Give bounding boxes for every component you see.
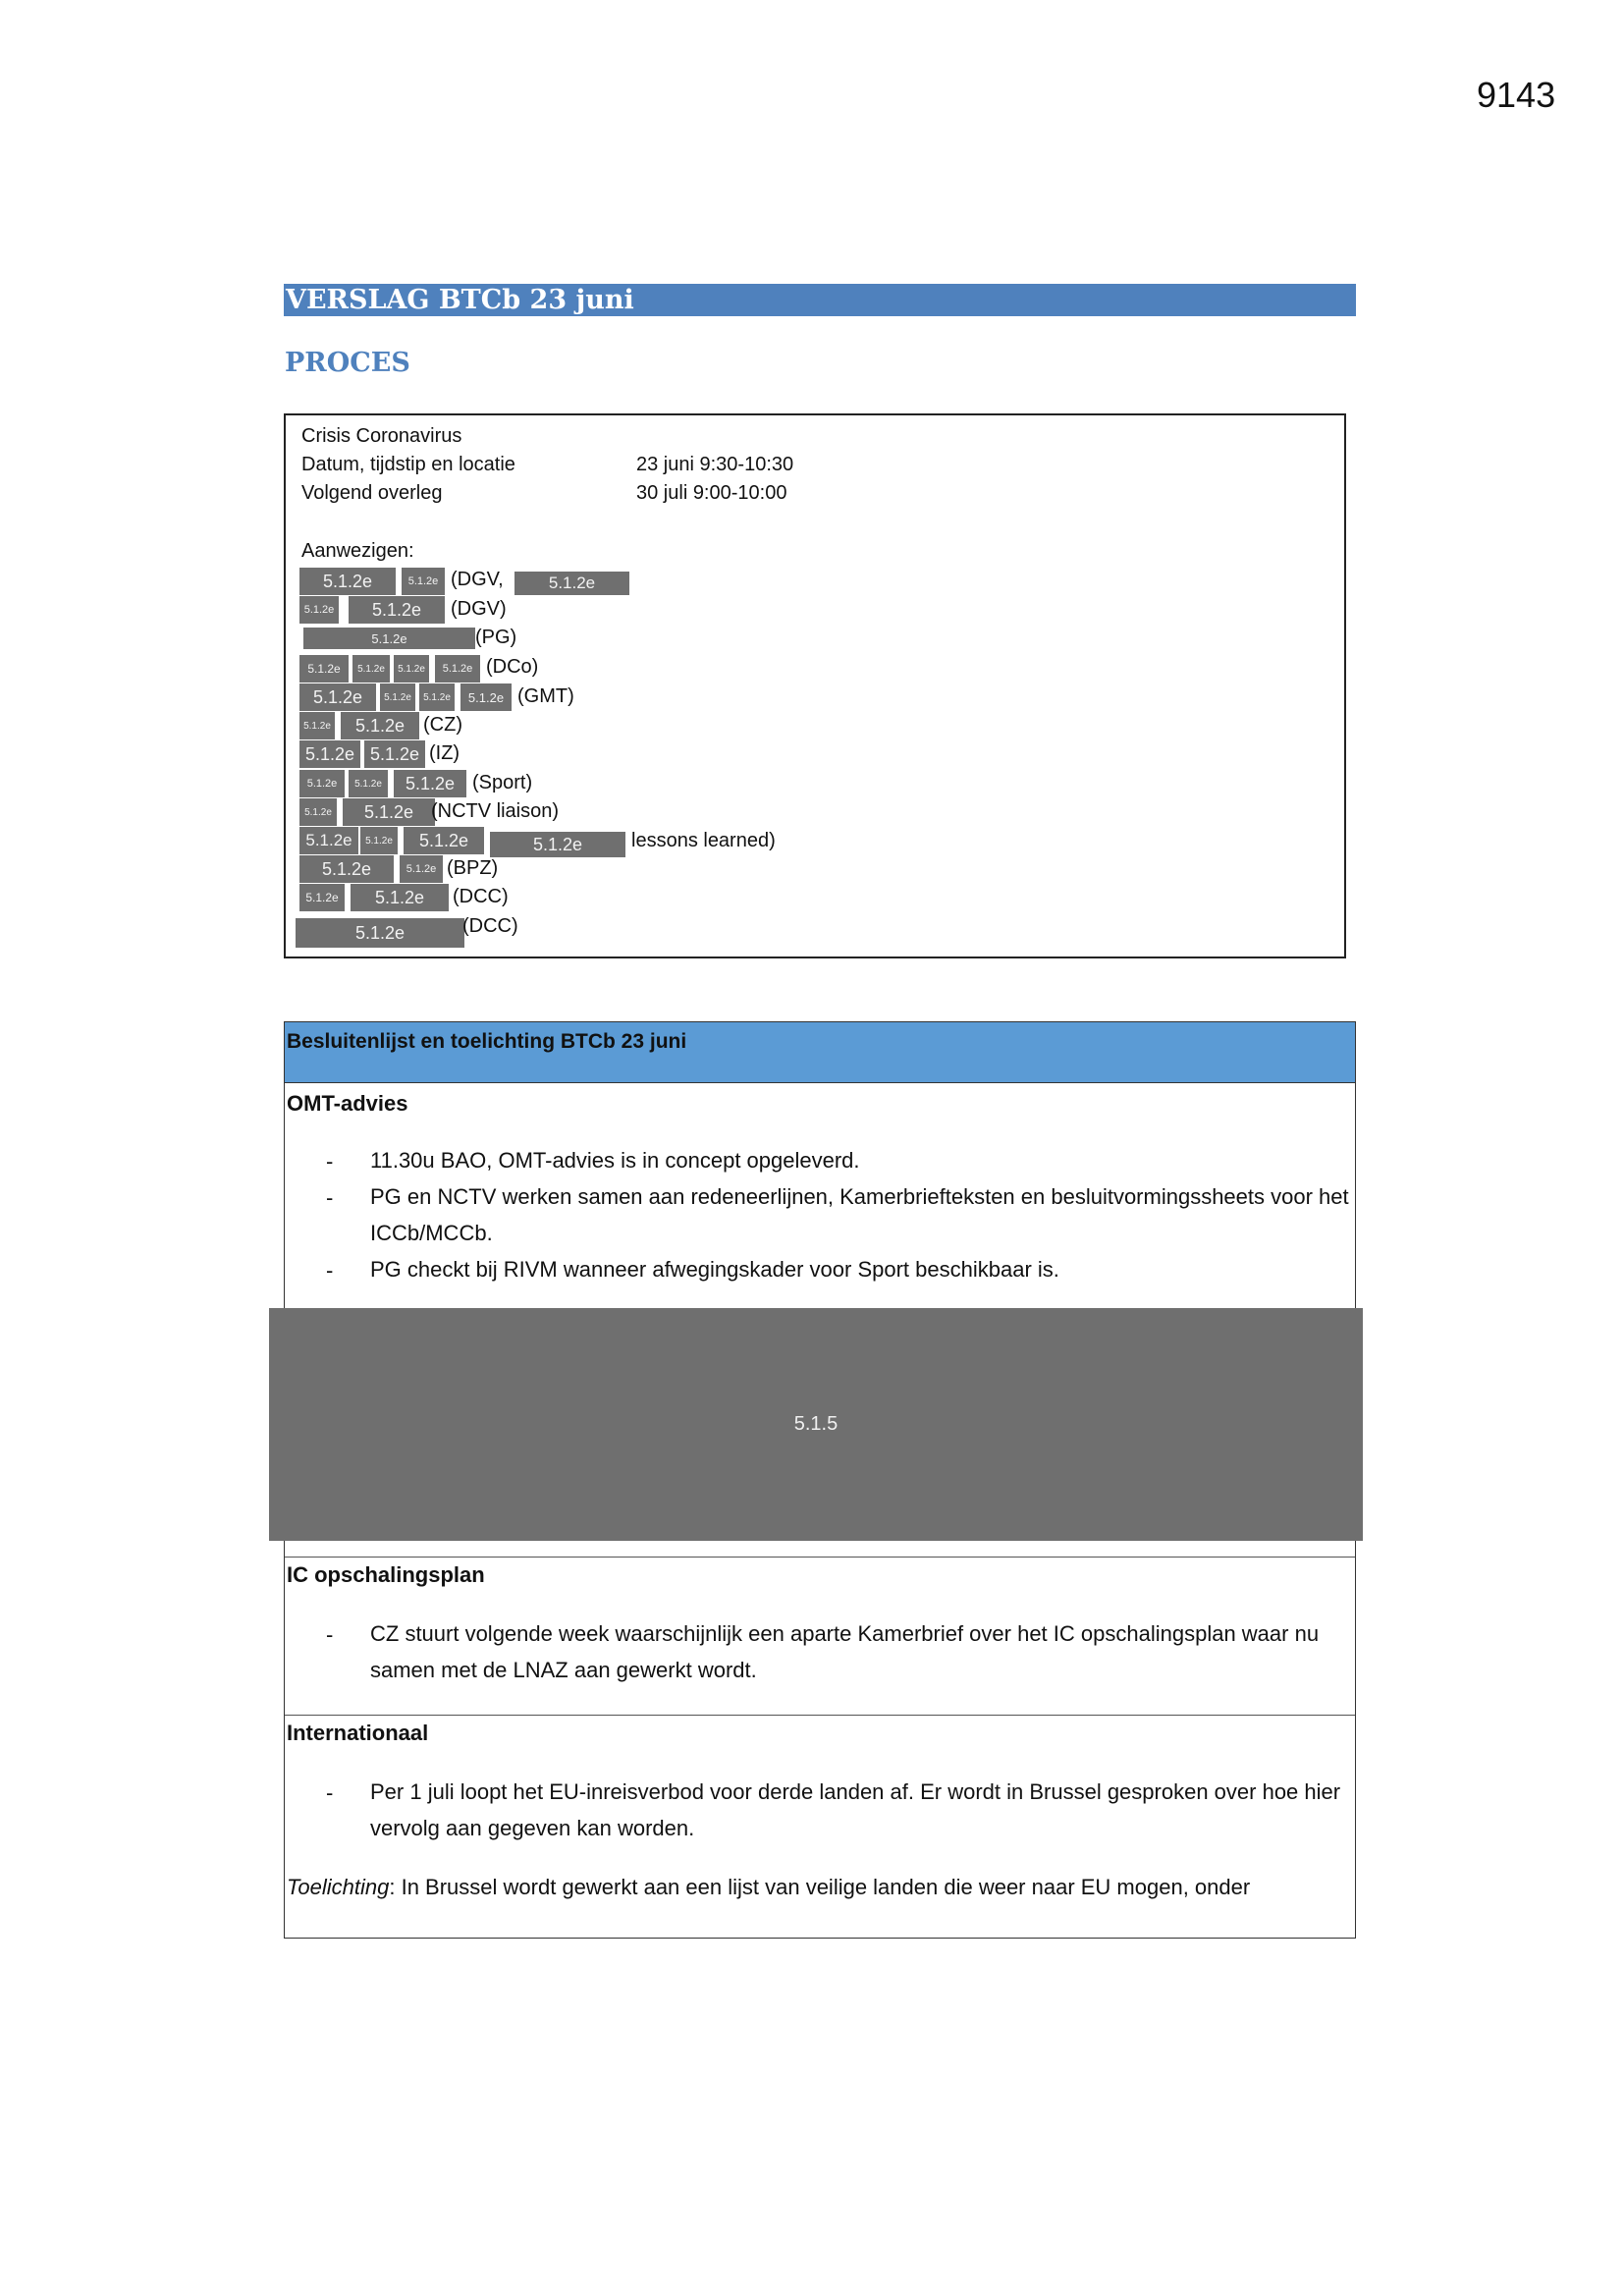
meeting-subject: Crisis Coronavirus [301, 425, 462, 447]
attendee-affiliation: (DCC) [453, 886, 509, 907]
redaction-box: 5.1.2e [514, 572, 629, 595]
redaction-box: 5.1.2e [349, 596, 445, 624]
toelichting-text: : In Brussel wordt gewerkt aan een lijst van veilige landen die weer naar EU mogen, onder [389, 1875, 1251, 1899]
redaction-box: 5.1.2e [299, 683, 376, 711]
attendee-affiliation: (CZ) [423, 714, 462, 736]
report-title: VERSLAG BTCb 23 juni [284, 284, 1356, 316]
toelichting-label: Toelichting [287, 1875, 390, 1899]
redaction-box: 5.1.2e [349, 770, 388, 797]
attendee-affiliation: (PG) [475, 627, 517, 648]
redaction-box: 5.1.2e [460, 683, 512, 711]
attendee-affiliation: (IZ) [429, 742, 460, 764]
date-value: 23 juni 9:30-10:30 [636, 454, 794, 475]
redaction-box: 5.1.2e [402, 568, 445, 595]
redaction-box: 5.1.2e [341, 712, 419, 739]
redaction-box: 5.1.2e [400, 855, 443, 883]
attendee-affiliation: (GMT) [517, 685, 574, 707]
redaction-box: 5.1.2e [303, 628, 475, 649]
bullet-dash: - [326, 1258, 334, 1283]
bullet-dash: - [326, 1780, 334, 1805]
ic-item: CZ stuurt volgende week waarschijnlijk een aparte Kamerbrief over het IC opschalingsplan waar nu samen met de LNAZ aan gewerkt wordt. [370, 1621, 1320, 1682]
redaction-box: 5.1.2e [404, 827, 484, 854]
attendee-affiliation: (DCo) [486, 656, 539, 678]
redaction-box: 5.1.2e [299, 827, 358, 854]
attendee-affiliation: (DGV) [451, 598, 507, 620]
attendee-affiliation: (BPZ) [447, 857, 499, 879]
redaction-box: 5.1.2e [394, 770, 466, 797]
redaction-box: 5.1.2e [299, 596, 339, 624]
row-divider [285, 1715, 1355, 1716]
redaction-box: 5.1.2e [299, 884, 345, 911]
section-title-internationaal: Internationaal [287, 1721, 429, 1745]
redaction-box: 5.1.2e [352, 655, 390, 683]
omt-item: PG checkt bij RIVM wanneer afwegingskader voor Sport beschikbaar is. [370, 1257, 1059, 1282]
omt-item: 11.30u BAO, OMT-advies is in concept opgeleverd. [370, 1148, 860, 1173]
attendee-affiliation: (DGV, [451, 569, 504, 590]
attendee-affiliation: (NCTV liaison) [431, 800, 560, 822]
bullet-dash: - [326, 1149, 334, 1174]
attendee-affiliation: (DCC) [462, 915, 518, 937]
toelichting-paragraph [287, 1875, 1250, 1900]
redaction-box: 5.1.2e [419, 683, 455, 711]
attendee-affiliation: (Sport) [472, 772, 533, 793]
redaction-box: 5.1.2e [299, 568, 396, 595]
bullet-dash: - [326, 1622, 334, 1647]
redaction-box: 5.1.2e [299, 798, 337, 826]
redaction-box: 5.1.2e [343, 798, 435, 826]
redaction-block: 5.1.5 [269, 1308, 1363, 1541]
decisions-table-header [285, 1022, 1355, 1083]
redaction-box: 5.1.2e [299, 712, 335, 739]
redaction-box: 5.1.2e [435, 655, 480, 683]
bullet-dash: - [326, 1185, 334, 1210]
next-meeting-value: 30 juli 9:00-10:00 [636, 482, 787, 504]
redaction-box: 5.1.2e [299, 655, 349, 683]
attendees-label: Aanwezigen: [301, 540, 414, 562]
redaction-box: 5.1.2e [351, 884, 449, 911]
redaction-box: 5.1.2e [296, 918, 464, 948]
section-title-ic: IC opschalingsplan [287, 1562, 485, 1587]
redaction-box: 5.1.2e [490, 832, 625, 857]
date-label: Datum, tijdstip en locatie [301, 454, 515, 475]
section-title-omt: OMT-advies [287, 1091, 408, 1116]
redaction-box: 5.1.2e [364, 740, 425, 768]
meeting-info-box [284, 413, 1346, 958]
internationaal-item: Per 1 juli loopt het EU-inreisverbod voor derde landen af. Er wordt in Brussel gesproken over hoe hier vervolg aan gegeven kan worden. [370, 1779, 1341, 1840]
attendee-affiliation: lessons learned) [631, 830, 776, 851]
omt-item: PG en NCTV werken samen aan redeneerlijnen, Kamerbriefteksten en besluitvormingssheets voor het ICCb/MCCb. [370, 1184, 1349, 1245]
redaction-box: 5.1.2e [299, 770, 345, 797]
redaction-box: 5.1.2e [360, 827, 398, 854]
next-meeting-label: Volgend overleg [301, 482, 443, 504]
decisions-header-text: Besluitenlijst en toelichting BTCb 23 juni [287, 1030, 687, 1053]
redaction-box: 5.1.2e [299, 855, 394, 883]
row-divider [285, 1557, 1355, 1558]
redaction-box: 5.1.2e [394, 655, 429, 683]
redaction-box: 5.1.2e [380, 683, 415, 711]
page-number: 9143 [1477, 75, 1556, 115]
section-heading-proces: PROCES [285, 348, 410, 378]
redaction-box: 5.1.2e [299, 740, 360, 768]
